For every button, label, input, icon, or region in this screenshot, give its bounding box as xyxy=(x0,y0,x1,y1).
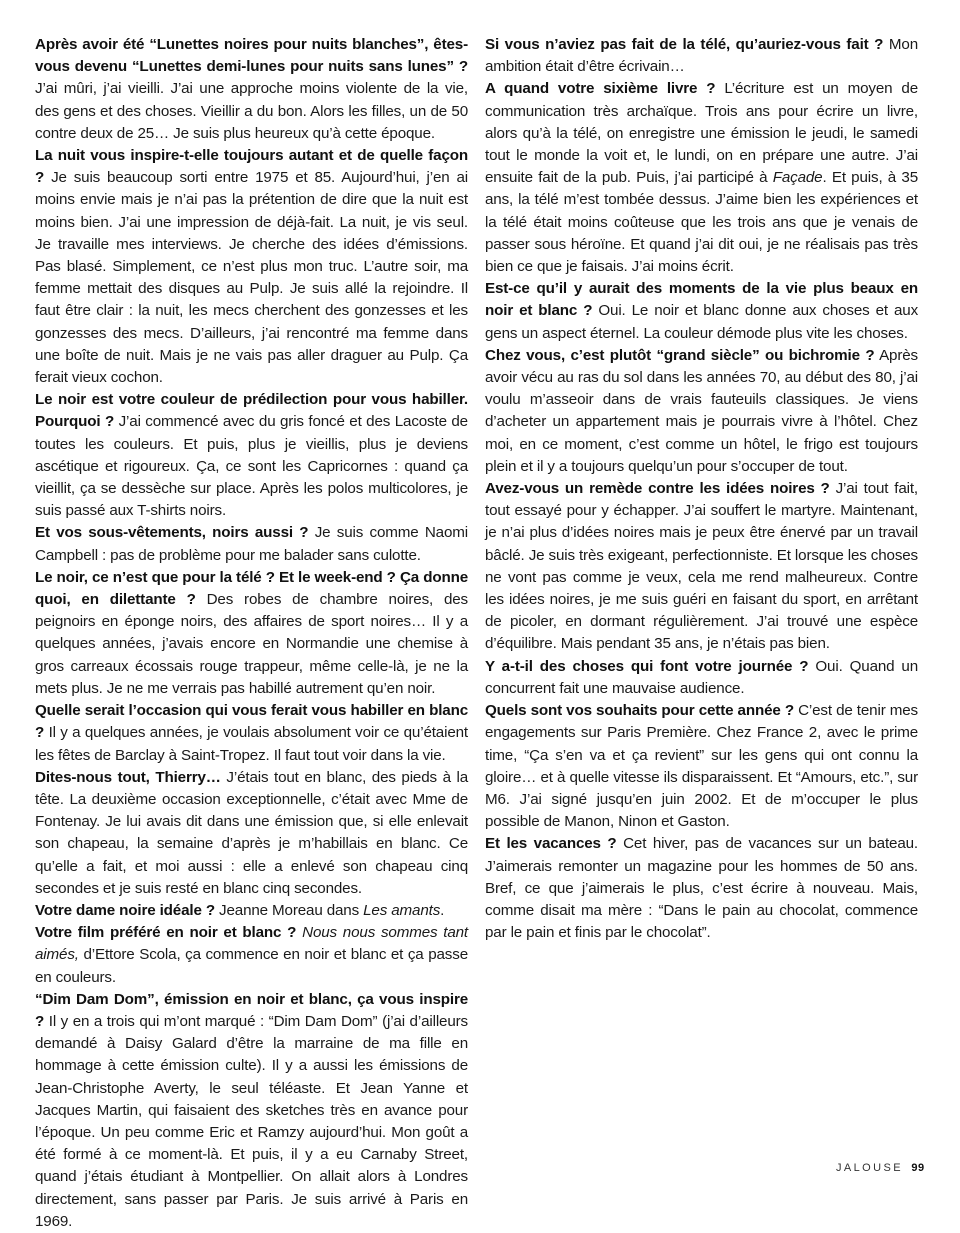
question: Le noir, ce n’est que pour la télé ? Et le week-end ? Ça donne quoi, en dilettante ? xyxy=(35,568,468,609)
answer-title-italic: Nous nous sommes tant aimés, xyxy=(35,924,468,964)
qa-paragraph xyxy=(35,34,468,145)
question: Quelle serait l’occasion qui vous ferait vous habiller en blanc ? xyxy=(35,702,468,742)
answer xyxy=(219,902,444,919)
qa-paragraph xyxy=(35,700,468,767)
question: A quand votre sixième livre ? xyxy=(485,80,716,98)
question: “Dim Dam Dom”, émission en noir et blanc, ça vous inspire ? xyxy=(35,990,468,1030)
answer-text: J’ai mûri, j’ai vieilli. J’ai une approche moins violente de la vie, des gens et des choses. Vieillir a du bon. Alors les filles, un de 50 contre deux de 25… Je suis plus heureux qu’à cette époque. xyxy=(35,80,468,142)
question: Après avoir été “Lunettes noires pour nuits blanches”, êtes-vous devenu “Lunettes demi-lunes pour nuits sans lunes” ? xyxy=(35,36,468,76)
answer-text: Mon ambition était d’être écrivain… xyxy=(485,36,918,76)
qa-paragraph xyxy=(35,522,468,566)
answer xyxy=(35,80,468,141)
answer-text-continued: . Et puis, à 35 ans, la télé m’est tombée dessus. J’aime bien les expériences et la télé était moins coûteuse que les trois ans que je venais de passer sous héroïne. Et quand j’ai dit oui, je ne réalisais pas très bien ce que je faisais. J’ai moins écrit. xyxy=(485,169,919,276)
answer xyxy=(485,347,918,475)
answer-text-continued: d’Ettore Scola, ça commence en noir et blanc et ça passe en couleurs. xyxy=(35,946,468,986)
answer-text: Des robes de chambre noires, des peignoirs en éponge noirs, des affaires de sport noires… Il y a quelques années, j’avais encore en Normandie une chemise à gros carreaux écossais rouge trappeur, même celle-là, je ne la mets plus. Je ne me verrais pas habillé autrement qu’en noir. xyxy=(35,591,468,697)
question: Avez-vous un remède contre les idées noires ? xyxy=(485,480,830,498)
qa-paragraph xyxy=(35,389,468,522)
answer-text: Après avoir vécu au ras du sol dans les années 70, au début des 80, j’ai voulu m’asseoir dans de vrais fauteuils classiques. Je viens d’acheter un appartement mais je pourrais vivre à l’hôtel. Chez moi, en ce moment, c’est comme un hôtel, le frigo est toujours plein et il y a toujours quelqu’un pour s’occuper de tout. xyxy=(485,346,919,475)
page-number: 99 xyxy=(911,1162,925,1174)
qa-paragraph xyxy=(485,478,918,656)
question: Dites-nous tout, Thierry… xyxy=(35,768,221,786)
question: Votre film préféré en noir et blanc ? xyxy=(35,924,297,942)
answer xyxy=(485,480,918,652)
qa-paragraph xyxy=(485,34,918,78)
answer-text: Il y a quelques années, je voulais absolument voir ce qu’étaient les fêtes de Barclay à Saint-Tropez. Il faut tout voir dans la vie. xyxy=(35,724,468,764)
qa-paragraph xyxy=(35,989,468,1233)
answer-text: C’est de tenir mes engagements sur Paris Première. Chez France 2, avec le prime time, “Ça s’en va et ça revient” sur les gens qui ont connu la gloire… et à quelle vitesse ils disparaissent. Et “Amours, etc.”, sur M6. J’ai signé jusqu’en juin 2002. Et de m’occuper le plus possible de Manon, Ninon et Gaston. xyxy=(485,702,918,831)
answer-text: Jeanne Moreau dans xyxy=(219,901,360,919)
magazine-name: JALOUSE xyxy=(836,1162,903,1174)
question: Votre dame noire idéale ? xyxy=(35,901,215,919)
question: Le noir est votre couleur de prédilection pour vous habiller. Pourquoi ? xyxy=(35,391,468,431)
answer xyxy=(485,702,918,830)
qa-paragraph xyxy=(485,833,918,944)
answer xyxy=(35,1013,468,1230)
answer-text: Oui. Quand un concurrent fait une mauvaise audience. xyxy=(485,657,919,697)
answer-text: Je suis beaucoup sorti entre 1975 et 85. Aujourd’hui, j’en ai moins envie mais je n’ai pas la prétention de dire que la nuit est moins bien. J’ai une impression de déjà-fait. La nuit, je vis seul. Je travaille mes interviews. Je cherche des idées d’émissions. Pas blasé. Simplement, ce n’est plus mon truc. L’autre soir, ma femme mettait des disques au Pulp. Je suis allé la rejoindre. Il faut être clair : la nuit, les mecs cherchent des gonzesses et les gonzesses des mecs. D’ailleurs, j’ai rencontré ma femme dans une boîte de nuit. Mais je ne vais pas aller draguer au Pulp. Ça ferait vieux cochon. xyxy=(35,169,468,387)
answer-text: J’ai tout fait, tout essayé pour y échapper. J’ai souffert le martyre. Maintenant, je n’ai plus d’idées noires mais je peux être énervé par un travail bâclé. Je suis très exigeant, perfectionniste. Et lorsque les choses ne vont pas comme je veux, cela me rend malheureux. Contre les idées noires, je me suis guéri en faisant du sport, en arrêtant de picoler, en dormant régulièrement. J’ai trouvé une espèce d’équilibre. Mais pendant 35 ans, je n’étais pas bien. xyxy=(485,480,919,653)
qa-paragraph xyxy=(35,145,468,389)
qa-paragraph xyxy=(35,922,468,989)
qa-paragraph xyxy=(35,900,468,922)
qa-paragraph xyxy=(485,78,918,278)
question: Est-ce qu’il y aurait des moments de la vie plus beaux en noir et blanc ? xyxy=(485,280,918,320)
answer xyxy=(485,80,918,275)
answer xyxy=(35,169,468,386)
qa-paragraph xyxy=(35,767,468,900)
question: Y a-t-il des choses qui font votre journée ? xyxy=(485,657,809,675)
answer-text: Oui. Le noir et blanc donne aux choses et aux gens un aspect éternel. La couleur démode plus vite les choses. xyxy=(485,302,919,342)
answer-title-italic: Les amants xyxy=(363,901,441,919)
answer-text: L’écriture est un moyen de communication très archaïque. Trois ans pour écrire un livre, alors qu’à la télé, on enregistre une émission le jeudi, le samedi tout le monde la voit et, le lundi, on en prépare une autre. J’ai ensuite fait de la pub. Puis, j’ai participé à xyxy=(485,80,918,187)
qa-paragraph xyxy=(485,656,918,700)
answer-text: Il y en a trois qui m’ont marqué : “Dim Dam Dom” (j’ai d’ailleurs demandé à Daisy Galard d’être la marraine de ma fille en hommage à cette émission culte). Il y a aussi les émissions de Jean-Christophe Averty, le seul téléaste. Et Jean Yanne et Jacques Martin, qui faisaient des sketches très en avance pour l’époque. Un peu comme Eric et Ramzy aujourd’hui. Mon goût a été formé à ce moment-là. Et puis, il y a eu Carnaby Street, quand j’étais étudiant à Montpellier. On allait alors à Londres directement, sans passer par Paris. Je suis arrivé à Paris en 1969. xyxy=(35,1012,468,1230)
answer-text: J’étais tout en blanc, des pieds à la tête. La deuxième occasion exceptionnelle, c’était avec Mme de Fontenay. Je lui avais dit dans une émission que, si elle enlevait son chapeau, la semaine d’après je m’habillais en blanc. Ce qu’elle a fait, et moi aussi : elle a enlevé son chapeau cinq secondes et je suis resté en blanc cinq secondes. xyxy=(35,768,468,897)
right-column xyxy=(485,34,918,944)
answer-text: Cet hiver, pas de vacances sur un bateau. J’aimerais remonter un magazine pour les hommes de 50 ans. Bref, ce que j’aimerais le plus, c’est écrire à nouveau. Mais, comme disait ma mère : “Dans le pain au chocolat, commence par le pain et finis par le chocolat”. xyxy=(485,835,919,942)
answer-text-continued: . xyxy=(440,901,445,919)
answer-text: Je suis comme Naomi Campbell : pas de problème pour me balader sans culotte. xyxy=(35,524,468,564)
page-footer xyxy=(836,1162,925,1174)
answer-text: J’ai commencé avec du gris foncé et des Lacoste de toutes les couleurs. Et puis, plus je vieillis, plus je deviens ascétique et rigoureux. Ça, ce sont les Capricornes : quand ça vieillit, ça se dessèche sur place. Après les polos multicolores, je suis passé aux T-shirts noirs. xyxy=(35,413,468,520)
answer xyxy=(35,724,468,763)
answer xyxy=(35,769,468,897)
qa-paragraph xyxy=(35,567,468,700)
question: La nuit vous inspire-t-elle toujours autant et de quelle façon ? xyxy=(35,147,468,187)
left-column xyxy=(35,34,468,1233)
qa-paragraph xyxy=(485,345,918,478)
question: Et vos sous-vêtements, noirs aussi ? xyxy=(35,524,309,542)
qa-paragraph xyxy=(485,278,918,345)
question: Et les vacances ? xyxy=(485,835,617,853)
question: Quels sont vos souhaits pour cette année ? xyxy=(485,702,794,720)
question: Chez vous, c’est plutôt “grand siècle” ou bichromie ? xyxy=(485,346,875,364)
qa-paragraph xyxy=(485,700,918,833)
answer-title-italic: Façade xyxy=(772,169,823,187)
question: Si vous n’aviez pas fait de la télé, qu’auriez-vous fait ? xyxy=(485,36,884,53)
